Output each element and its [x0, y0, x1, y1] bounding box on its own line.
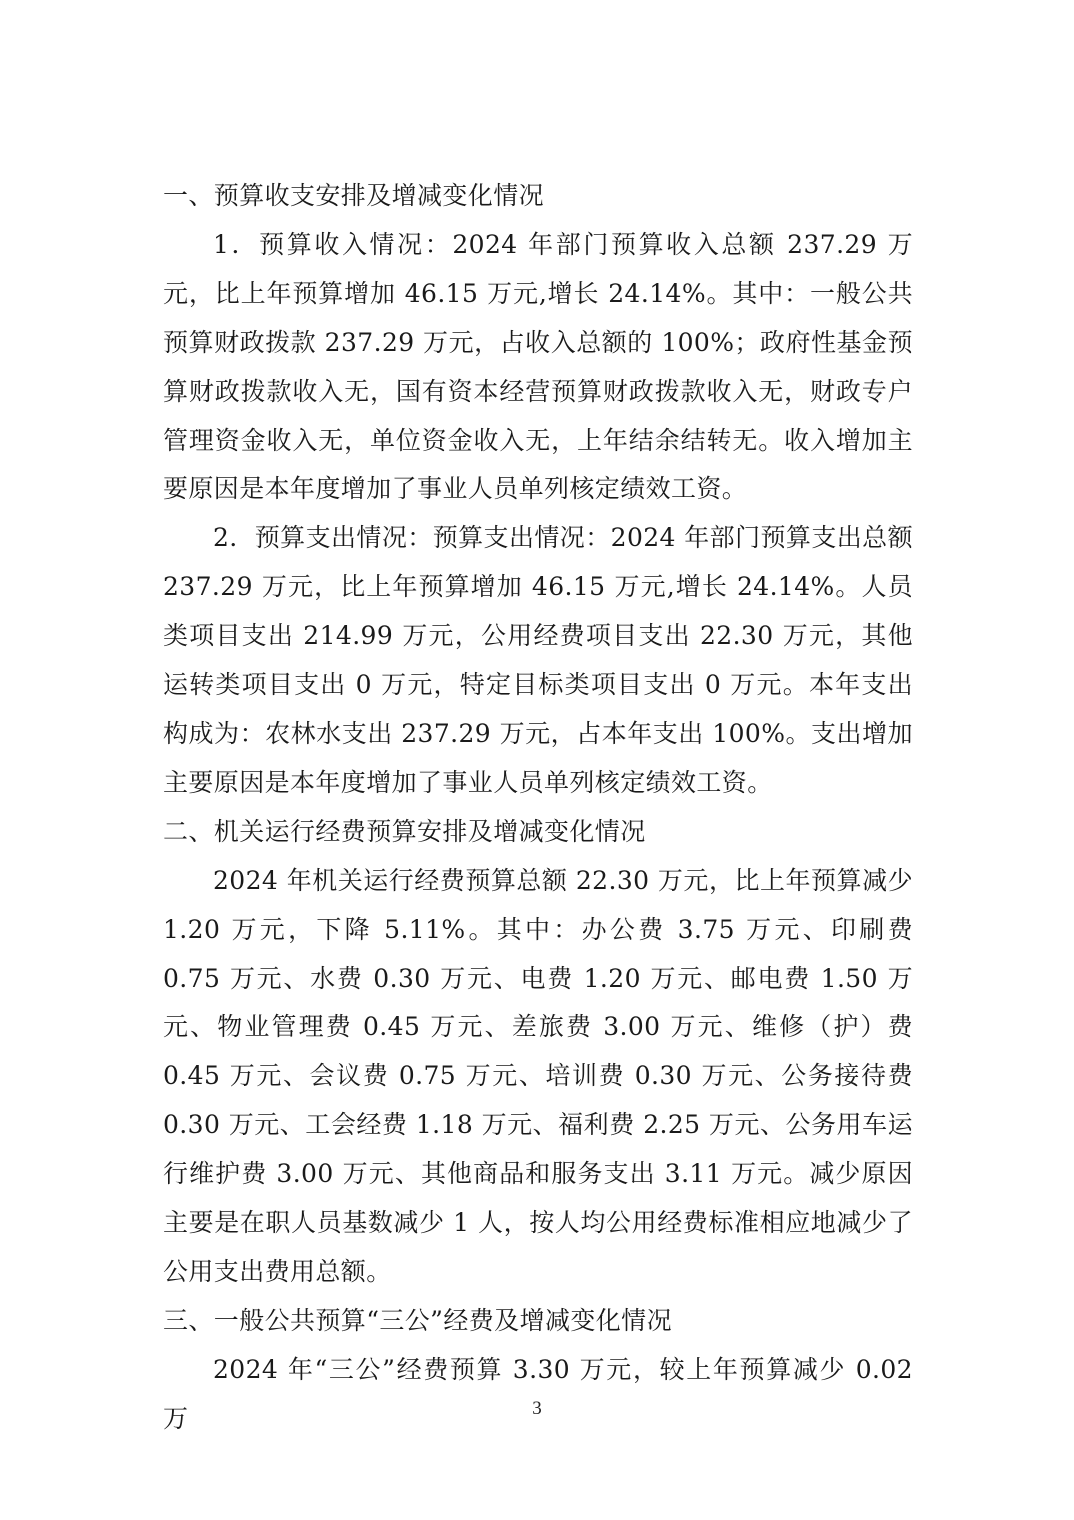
paragraph-budget-income: 1．预算收入情况：2024 年部门预算收入总额 237.29 万元，比上年预算增加 46.15 万元,增长 24.14%。其中：一般公共预算财政拨款 237.29 万元，占收入总额的 100%；政府性基金预算财政拨款收入无，国有资本经营预算财政拨款收入无，财政专户管理资金收入无，单位资金收入无，上年结余结转无。收入增加主要原因是本年度增加了事业人员单列核定绩效工资。 [163, 229, 913, 504]
paragraph-budget-expenditure: 2．预算支出情况：预算支出情况：2024 年部门预算支出总额 237.29 万元，比上年预算增加 46.15 万元,增长 24.14%。人员类项目支出 214.99 万元，公用经费项目支出 22.30 万元，其他运转类项目支出 0 万元，特定目标类项目支出 0 万元。本年支出构成为：农林水支出 237.29 万元，占本年支出 100%。支出增加主要原因是本年度增加了事业人员单列核定绩效工资。 [163, 523, 913, 797]
section-heading-operating-expenses: 二、机关运行经费预算安排及增减变化情况 [163, 816, 646, 846]
page-number: 3 [532, 1398, 542, 1419]
section-heading-three-public-expenses: 三、一般公共预算“三公”经费及增减变化情况 [163, 1305, 672, 1335]
document-body [163, 172, 913, 1444]
paragraph-three-public-expenses: 2024 年“三公”经费预算 3.30 万元，较上年预算减少 0.02 万 [163, 1354, 913, 1433]
section-heading-budget-income-expenditure: 一、预算收支安排及增减变化情况 [163, 181, 545, 210]
paragraph-operating-expenses: 2024 年机关运行经费预算总额 22.30 万元，比上年预算减少 1.20 万元，下降 5.11%。其中：办公费 3.75 万元、印刷费 0.75 万元、水费 0.30 万元、电费 1.20 万元、邮电费 1.50 万元、物业管理费 0.45 万元、差旅费 3.00 万元、维修（护）费 0.45 万元、会议费 0.75 万元、培训费 0.30 万元、公务接待费 0.30 万元、工会经费 1.18 万元、福利费 2.25 万元、公务用车运行维护费 3.00 万元、其他商品和服务支出 3.11 万元。减少原因主要是在职人员基数减少 1 人，按人均公用经费标准相应地减少了公用支出费用总额。 [163, 865, 913, 1286]
